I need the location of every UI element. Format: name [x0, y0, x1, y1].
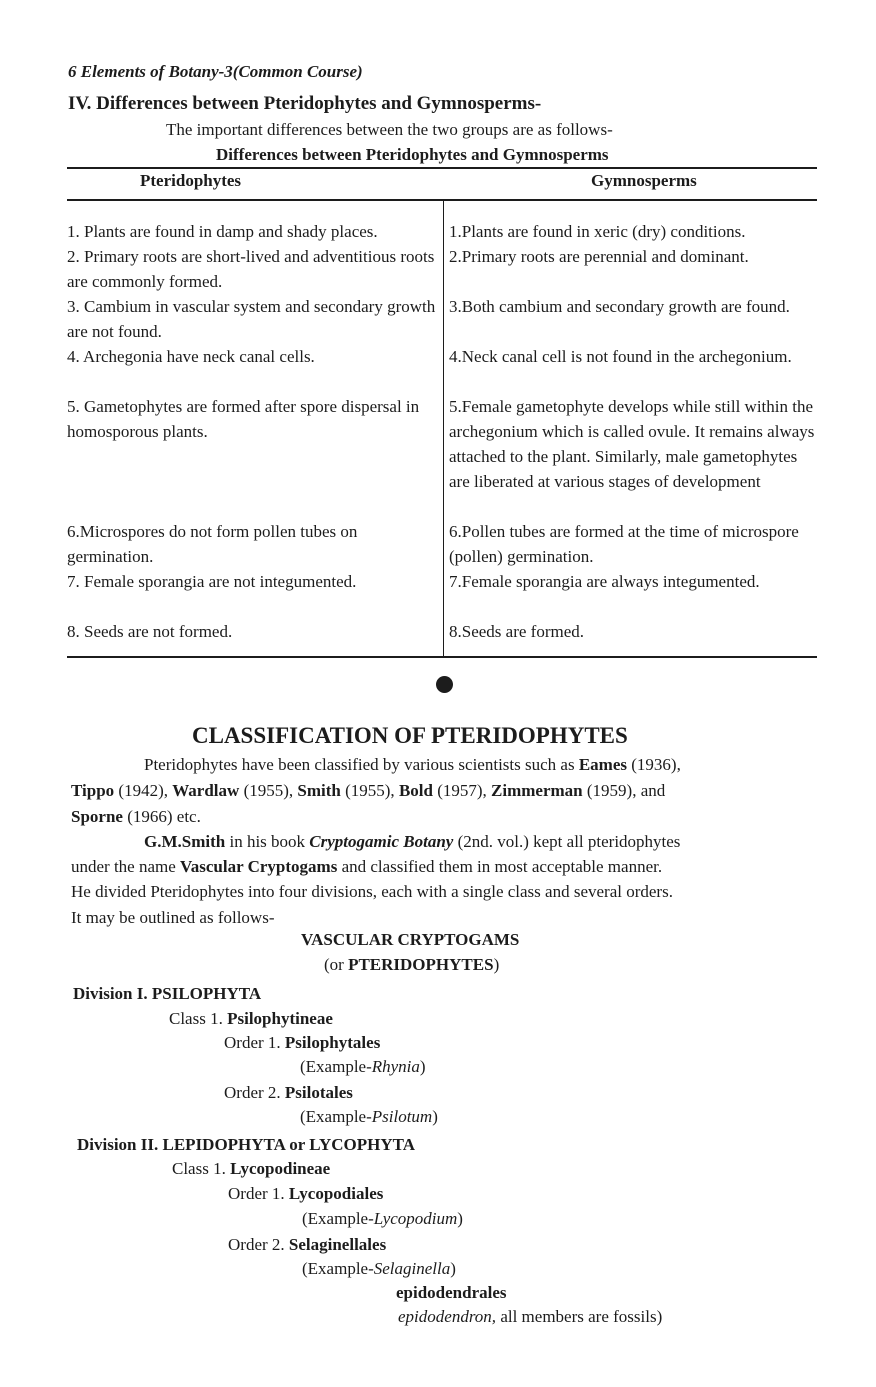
division-2-class [172, 1159, 330, 1179]
example-genus: Rhynia [371, 1057, 420, 1076]
classification-paragraph-1-line-2 [71, 778, 665, 803]
scientist-bold: Bold [398, 781, 433, 800]
order-prefix: Order 2. [224, 1083, 285, 1102]
table-cell-left-3: 3. Cambium in vascular system and secondary growth are not found. [67, 297, 436, 341]
intro-text: The important differences between the two groups are as follows- [166, 120, 613, 139]
p2-text: (2nd. vol.) kept all pteridophytes [453, 832, 681, 851]
order-prefix: Order 2. [228, 1235, 289, 1254]
example-genus: Lycopodium [373, 1209, 458, 1228]
example-prefix: (Example- [302, 1259, 374, 1278]
example-suffix: ) [450, 1259, 456, 1278]
table-cell-right-1: 1.Plants are found in xeric (dry) conditions. [449, 222, 746, 241]
table-cell-left-5: 5. Gametophytes are formed after spore dispersal in homosporous plants. [67, 397, 420, 441]
example-prefix: (Example- [300, 1107, 372, 1126]
subheading-suffix: ) [493, 955, 500, 974]
scientist-smith: Smith [297, 781, 341, 800]
example-genus: Selaginella [373, 1259, 451, 1278]
class-name: Lycopodineae [230, 1159, 331, 1178]
division-2: Division II. LEPIDOPHYTA or LYCOPHYTA [77, 1135, 416, 1154]
table-cell-right-3: 3.Both cambium and secondary growth are found. [449, 297, 790, 316]
author-gm-smith: G.M.Smith [144, 832, 226, 851]
order-name: Selaginellales [288, 1235, 387, 1254]
scientist-zimmerman: Zimmerman [491, 781, 583, 800]
column-header-pteridophytes: Pteridophytes [140, 171, 242, 190]
table-cell-right-5: 5.Female gametophyte develops while still within the archegonium which is called ovule. It remains always attached to the plant. Similarly, male gametophytes are liberated at various stages of development [449, 397, 815, 491]
table-cell-right-7: 7.Female sporangia are always integumented. [449, 572, 760, 591]
p1-date: (1957), [432, 781, 492, 800]
example-suffix: ) [432, 1107, 438, 1126]
p1-text: Pteridophytes have been classified by various scientists such as [144, 755, 579, 774]
classification-paragraph-2-line-1 [144, 829, 680, 854]
outline-heading: VASCULAR CRYPTOGAMS [301, 930, 520, 949]
class-name: Psilophytineae [227, 1009, 333, 1028]
classification-title: CLASSIFICATION OF PTERIDOPHYTES [192, 723, 628, 748]
division-2-order-2-example [302, 1259, 456, 1279]
table-top-rule [67, 167, 817, 169]
table-cell-left-1: 1. Plants are found in damp and shady places. [67, 222, 378, 241]
example-suffix: all members are fossils) [496, 1307, 663, 1326]
p1-date: (1955), [340, 781, 399, 800]
order-name: Psilotales [284, 1083, 353, 1102]
class-prefix: Class 1. [172, 1159, 231, 1178]
column-header-gymnosperms: Gymnosperms [591, 171, 697, 190]
division-1-order-2 [224, 1083, 353, 1103]
section-bullet-icon [436, 676, 453, 693]
scientist-eames: Eames [578, 755, 627, 774]
scientist-tippo: Tippo [71, 781, 115, 800]
division-1-order-1-example [300, 1057, 426, 1077]
p2-text: in his book [225, 832, 310, 851]
order-name: Psilophytales [284, 1033, 381, 1052]
order-prefix: Order 1. [224, 1033, 285, 1052]
table-cell-right-2: 2.Primary roots are perennial and dominant. [449, 247, 749, 266]
p1-date: (1942), [114, 781, 173, 800]
table-bottom-rule [67, 656, 817, 658]
division-2-order-3-partial: epidodendrales [396, 1283, 507, 1302]
table-cell-left-2: 2. Primary roots are short-lived and adventitious roots are commonly formed. [67, 247, 435, 291]
scientist-wardlaw: Wardlaw [172, 781, 240, 800]
section-title: IV. Differences between Pteridophytes and Gymnosperms- [68, 93, 542, 114]
table-header-rule [67, 199, 817, 201]
page-header: 6 Elements of Botany-3(Common Course) [68, 62, 363, 81]
example-genus: Psilotum [371, 1107, 433, 1126]
classification-paragraph-1-line-1 [144, 752, 681, 777]
example-suffix: ) [419, 1057, 426, 1076]
p2-text: under the name [71, 857, 181, 876]
order-prefix: Order 1. [228, 1184, 289, 1203]
p1-date: (1966) etc. [122, 807, 201, 826]
division-1: Division I. PSILOPHYTA [73, 984, 262, 1003]
classification-paragraph-1-line-3 [71, 804, 201, 829]
classification-paragraph-2-line-4: It may be outlined as follows- [71, 908, 275, 927]
division-2-order-1-example [302, 1209, 463, 1229]
class-prefix: Class 1. [169, 1009, 228, 1028]
example-prefix: (Example- [302, 1209, 374, 1228]
table-cell-left-7: 7. Female sporangia are not integumented. [67, 572, 357, 591]
example-genus: epidodendron, [398, 1307, 497, 1326]
table-cell-left-8: 8. Seeds are not formed. [67, 622, 233, 641]
table-title: Differences between Pteridophytes and Gymnosperms [216, 145, 609, 164]
p2-text: and classified them in most acceptable manner. [337, 857, 663, 876]
example-suffix: ) [457, 1209, 463, 1228]
division-1-order-1 [224, 1033, 380, 1053]
table-cell-left-4: 4. Archegonia have neck canal cells. [67, 347, 315, 366]
table-cell-right-8: 8.Seeds are formed. [449, 622, 585, 641]
p1-date: (1959), and [582, 781, 666, 800]
table-cell-left-6: 6.Microspores do not form pollen tubes on germination. [67, 522, 358, 566]
division-2-order-2 [228, 1235, 386, 1255]
division-2-order-1 [228, 1184, 383, 1204]
classification-paragraph-2-line-2 [71, 854, 662, 879]
vascular-cryptogams-term: Vascular Cryptogams [180, 857, 338, 876]
table-cell-right-4: 4.Neck canal cell is not found in the archegonium. [449, 347, 792, 366]
subheading-term: PTERIDOPHYTES [348, 955, 494, 974]
subheading-prefix: (or [324, 955, 349, 974]
book-title: Cryptogamic Botany [309, 832, 454, 851]
p1-date: (1955), [239, 781, 298, 800]
table-cell-right-6: 6.Pollen tubes are formed at the time of microspore (pollen) germination. [449, 522, 799, 566]
example-prefix: (Example- [300, 1057, 372, 1076]
division-1-order-2-example [300, 1107, 438, 1127]
division-1-class [169, 1009, 333, 1029]
outline-subheading [324, 955, 499, 975]
scientist-sporne: Sporne [71, 807, 123, 826]
order-name: Lycopodiales [288, 1184, 384, 1203]
p1-date: (1936), [627, 755, 681, 774]
division-2-order-3-example-partial [398, 1307, 662, 1327]
classification-paragraph-2-line-3: He divided Pteridophytes into four divisions, each with a single class and several orders. [71, 882, 673, 901]
